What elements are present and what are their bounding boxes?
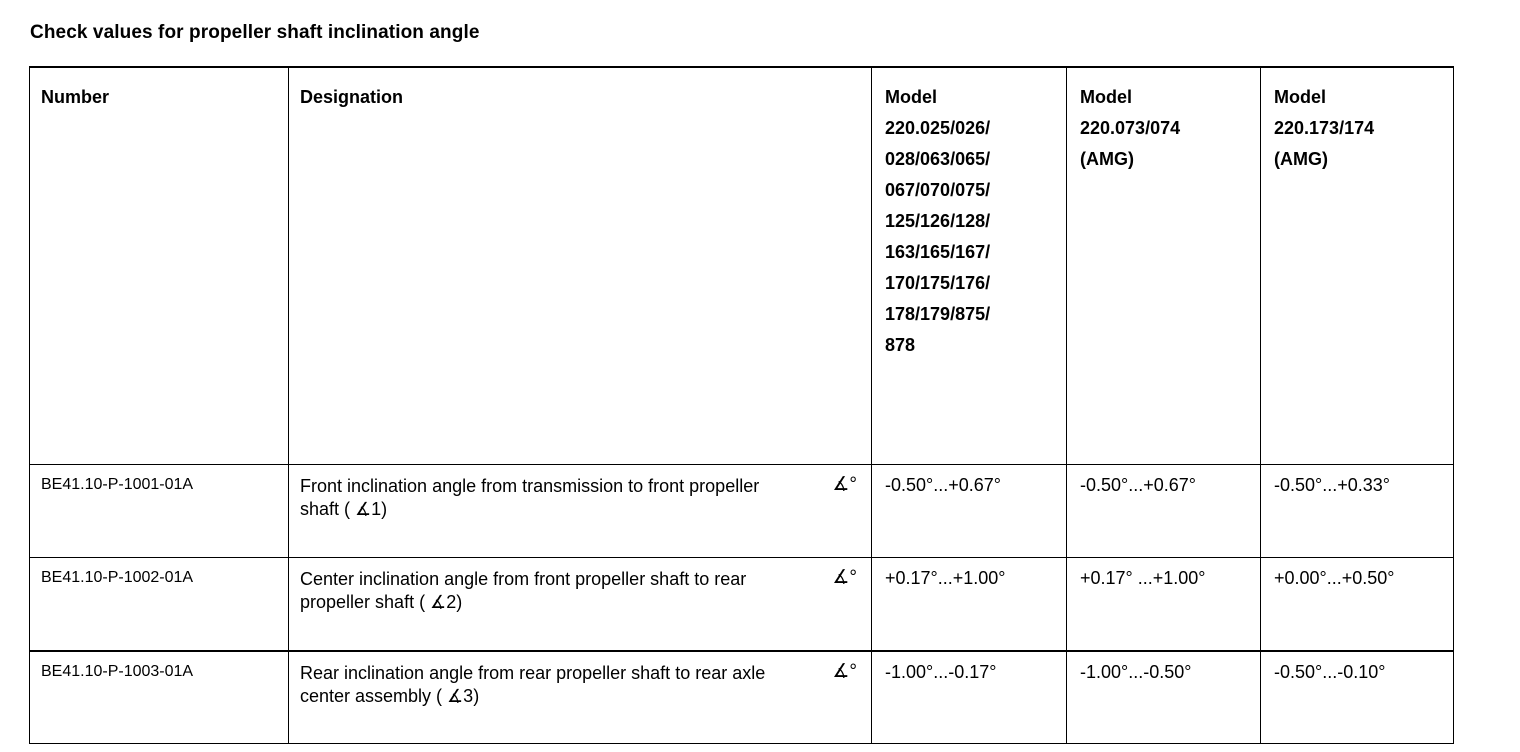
row-designation-text: Front inclination angle from transmission to front propeller shaft ( ∡1) <box>300 476 760 519</box>
header-model-1-line: 178/179/875/ <box>885 304 991 324</box>
header-model-1-line: 220.025/026/ <box>885 118 991 138</box>
angle-unit-icon: ∡° <box>832 661 857 682</box>
header-model-1-line: 028/063/065/ <box>885 149 991 169</box>
header-model-1 <box>872 67 1067 465</box>
header-model-1-line: 125/126/128/ <box>885 211 991 231</box>
header-model-2 <box>1067 67 1261 465</box>
row-value-model-1: -1.00°...-0.17° <box>872 651 1067 744</box>
row-designation <box>289 651 872 744</box>
row-number[interactable]: BE41.10-P-1003-01A <box>30 651 289 744</box>
header-model-1-line: Model <box>885 87 937 107</box>
row-value-model-1: +0.17°...+1.00° <box>872 558 1067 652</box>
table-row <box>30 558 1454 652</box>
row-number[interactable]: BE41.10-P-1002-01A <box>30 558 289 652</box>
row-designation-text: Rear inclination angle from rear propeller shaft to rear axle center assembly ( ∡3) <box>300 663 766 706</box>
row-number[interactable]: BE41.10-P-1001-01A <box>30 465 289 558</box>
row-value-model-2: -1.00°...-0.50° <box>1067 651 1261 744</box>
header-designation: Designation <box>289 67 872 465</box>
row-value-model-3: +0.00°...+0.50° <box>1261 558 1454 652</box>
check-values-table <box>29 66 1454 744</box>
table-header-row <box>30 67 1454 465</box>
header-model-1-line: 163/165/167/ <box>885 242 991 262</box>
row-value-model-1: -0.50°...+0.67° <box>872 465 1067 558</box>
row-value-model-3: -0.50°...-0.10° <box>1261 651 1454 744</box>
header-model-1-line: 878 <box>885 335 916 355</box>
row-designation <box>289 465 872 558</box>
angle-unit-icon: ∡° <box>832 567 857 588</box>
header-model-3 <box>1261 67 1454 465</box>
header-model-2-line: Model <box>1080 87 1132 107</box>
table-row <box>30 465 1454 558</box>
header-number: Number <box>30 67 289 465</box>
header-model-2-line: (AMG) <box>1080 149 1134 169</box>
table-row <box>30 651 1454 744</box>
header-model-3-line: Model <box>1274 87 1326 107</box>
row-designation-text: Center inclination angle from front propeller shaft to rear propeller shaft ( ∡2) <box>300 569 747 612</box>
row-value-model-3: -0.50°...+0.33° <box>1261 465 1454 558</box>
row-value-model-2: +0.17° ...+1.00° <box>1067 558 1261 652</box>
header-model-3-line: (AMG) <box>1274 149 1328 169</box>
document-title: Check values for propeller shaft inclination angle <box>30 22 480 43</box>
header-model-1-line: 170/175/176/ <box>885 273 991 293</box>
row-value-model-2: -0.50°...+0.67° <box>1067 465 1261 558</box>
header-model-1-line: 067/070/075/ <box>885 180 991 200</box>
angle-unit-icon: ∡° <box>832 474 857 495</box>
header-model-3-line: 220.173/174 <box>1274 118 1375 138</box>
header-model-2-line: 220.073/074 <box>1080 118 1181 138</box>
row-designation <box>289 558 872 652</box>
